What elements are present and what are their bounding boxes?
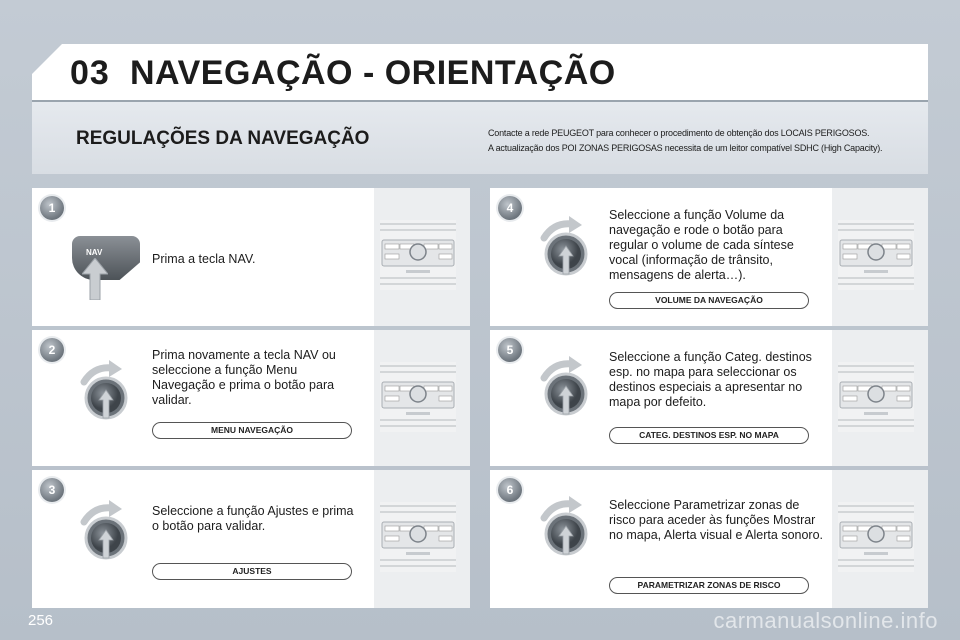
rotary-knob-icon <box>536 216 598 278</box>
step-text-3: Seleccione a função Ajustes e prima o botão para validar. <box>152 504 354 533</box>
notice-line-2: A actualização dos POI ZONAS PERIGOSAS necessita de um leitor compatível SDHC (High Capacity). <box>488 143 883 153</box>
menu-button-label: MENU NAVEGAÇÃO <box>152 422 352 439</box>
rotary-knob-icon <box>536 356 598 418</box>
menu-button-label: AJUSTES <box>152 563 352 580</box>
rotary-knob-icon <box>76 500 138 562</box>
chapter-title: NAVEGAÇÃO - ORIENTAÇÃO <box>130 54 616 92</box>
step-text-4: Seleccione a função Volume da navegação e rode o botão para regular o volume de cada síntese vocal (informação de trânsito, mensagens de alerta…). <box>609 208 794 282</box>
step-text-2: Prima novamente a tecla NAV ou seleccione a função Menu Navegação e prima o botão para validar. <box>152 348 336 407</box>
step-badge-5: 5 <box>498 338 522 362</box>
notice-text <box>488 126 918 156</box>
console-panel-image <box>836 214 916 294</box>
rotary-knob-icon <box>536 496 598 558</box>
step-badge-1: 1 <box>40 196 64 220</box>
watermark: carmanualsonline.info <box>713 608 938 633</box>
step-text-6: Seleccione Parametrizar zonas de risco para aceder às funções Mostrar no mapa, Alerta visual e Alerta sonoro. <box>609 498 824 542</box>
console-panel-image <box>378 214 458 294</box>
menu-button-label: PARAMETRIZAR ZONAS DE RISCO <box>609 577 809 594</box>
step-badge-3: 3 <box>40 478 64 502</box>
rotary-knob-icon <box>76 360 138 422</box>
console-panel-image <box>836 496 916 576</box>
console-panel-image <box>378 356 458 436</box>
console-panel-image <box>836 356 916 436</box>
menu-button-label: CATEG. DESTINOS ESP. NO MAPA <box>609 427 809 444</box>
step-badge-6: 6 <box>498 478 522 502</box>
chapter-number: 03 <box>70 54 110 92</box>
press-arrow-icon <box>82 258 108 300</box>
section-title: REGULAÇÕES DA NAVEGAÇÃO <box>76 128 370 149</box>
step-badge-2: 2 <box>40 338 64 362</box>
page-number: 256 <box>28 612 54 629</box>
console-panel-image <box>378 496 458 576</box>
notice-line-1: Contacte a rede PEUGEOT para conhecer o procedimento de obtenção dos LOCAIS PERIGOSOS. <box>488 128 870 138</box>
menu-button-label: VOLUME DA NAVEGAÇÃO <box>609 292 809 309</box>
nav-key-label: NAV <box>86 248 103 257</box>
step-badge-4: 4 <box>498 196 522 220</box>
step-text-1: Prima a tecla NAV. <box>152 252 256 266</box>
step-text-5: Seleccione a função Categ. destinos esp. no mapa para seleccionar os destinos especiais a apresentar no mapa por defeito. <box>609 350 812 409</box>
